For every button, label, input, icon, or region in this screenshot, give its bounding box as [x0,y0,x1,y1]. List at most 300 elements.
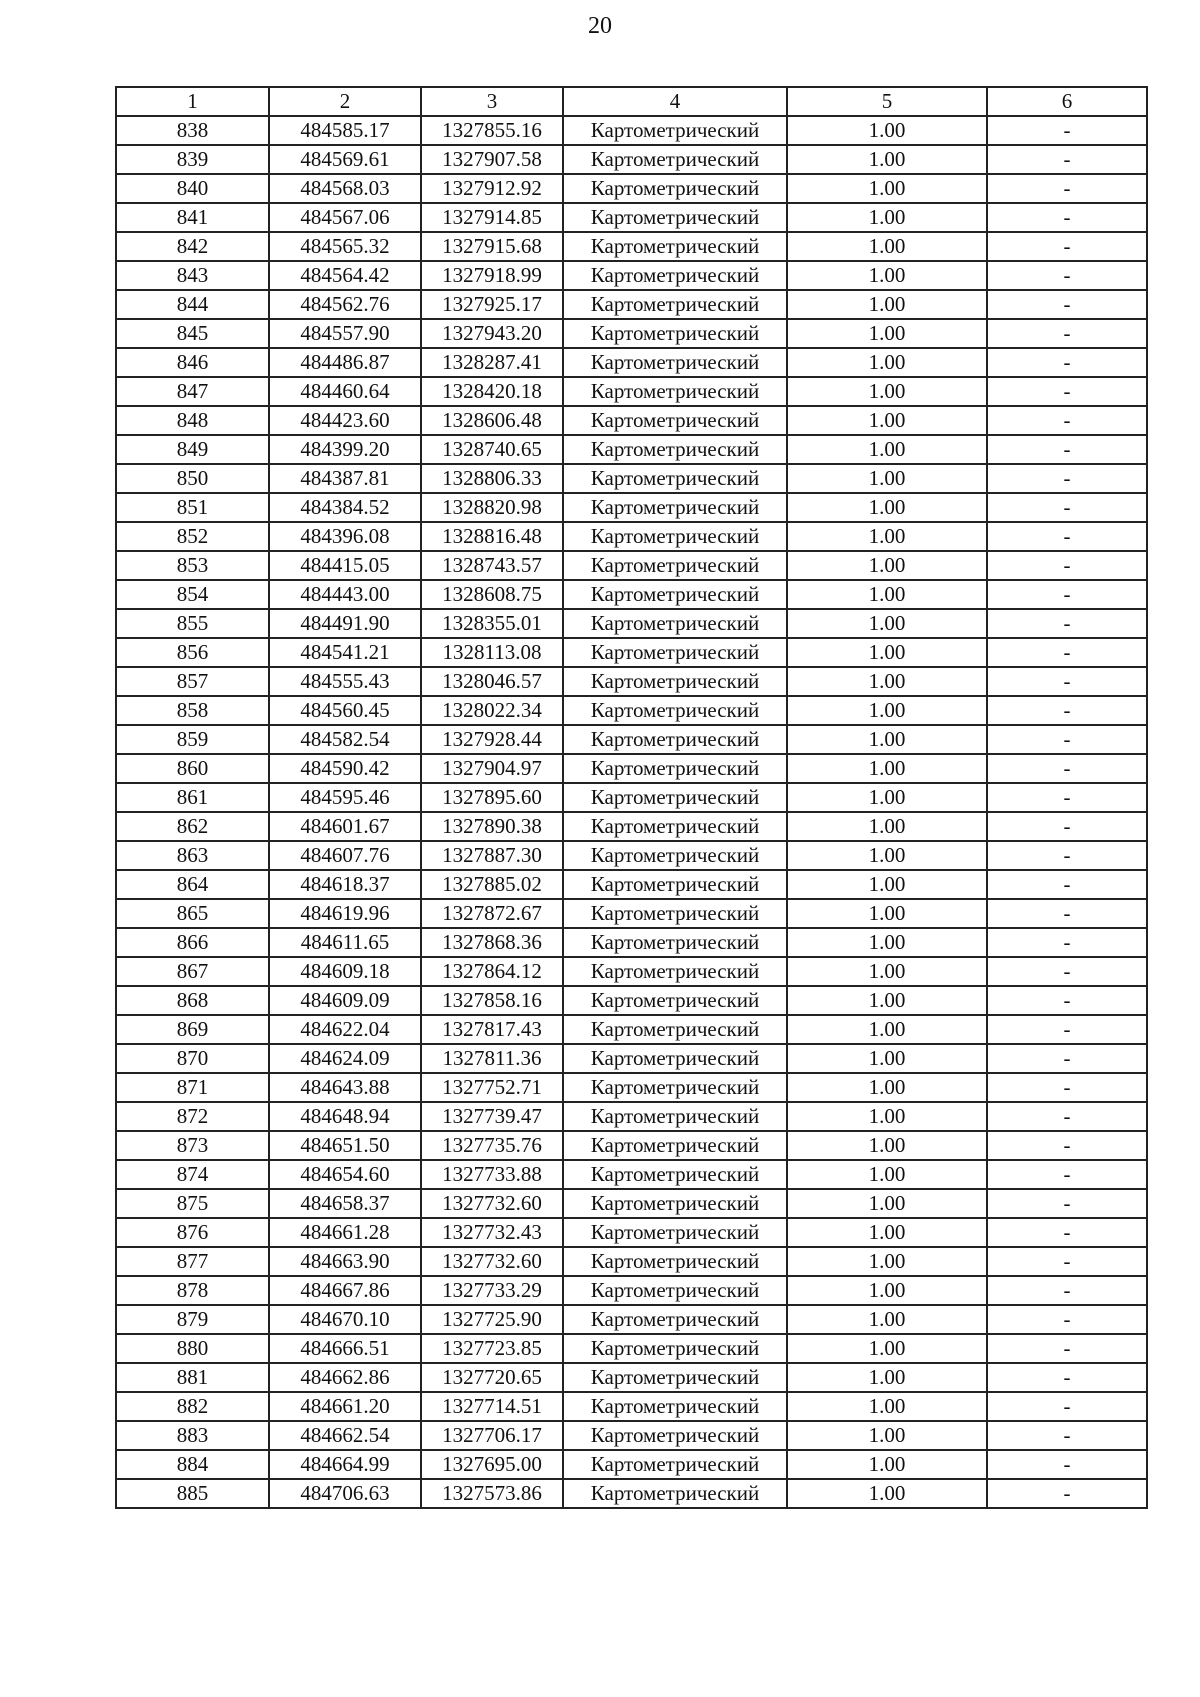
point-number-cell: 853 [116,551,269,580]
x-coordinate-cell: 484491.90 [269,609,421,638]
point-number-cell: 859 [116,725,269,754]
accuracy-cell: 1.00 [787,1450,987,1479]
table-row [116,783,1147,812]
table-row [116,899,1147,928]
method-cell: Картометрический [563,580,787,609]
note-cell: - [987,145,1147,174]
method-cell: Картометрический [563,928,787,957]
x-coordinate-cell: 484664.99 [269,1450,421,1479]
method-cell: Картометрический [563,145,787,174]
x-coordinate-cell: 484590.42 [269,754,421,783]
x-coordinate-cell: 484568.03 [269,174,421,203]
x-coordinate-cell: 484666.51 [269,1334,421,1363]
y-coordinate-cell: 1327714.51 [421,1392,563,1421]
x-coordinate-cell: 484562.76 [269,290,421,319]
note-cell: - [987,1276,1147,1305]
table-row [116,203,1147,232]
method-cell: Картометрический [563,348,787,377]
point-number-cell: 884 [116,1450,269,1479]
note-cell: - [987,1073,1147,1102]
table-row [116,928,1147,957]
method-cell: Картометрический [563,232,787,261]
y-coordinate-cell: 1327907.58 [421,145,563,174]
accuracy-cell: 1.00 [787,928,987,957]
table-row [116,406,1147,435]
table-row [116,145,1147,174]
note-cell: - [987,1305,1147,1334]
table-row [116,1044,1147,1073]
note-cell: - [987,203,1147,232]
method-cell: Картометрический [563,203,787,232]
note-cell: - [987,870,1147,899]
method-cell: Картометрический [563,551,787,580]
table-row [116,1450,1147,1479]
table-row [116,1015,1147,1044]
y-coordinate-cell: 1327872.67 [421,899,563,928]
point-number-cell: 878 [116,1276,269,1305]
y-coordinate-cell: 1327918.99 [421,261,563,290]
table-row [116,1334,1147,1363]
accuracy-cell: 1.00 [787,580,987,609]
method-cell: Картометрический [563,609,787,638]
y-coordinate-cell: 1327864.12 [421,957,563,986]
y-coordinate-cell: 1328820.98 [421,493,563,522]
accuracy-cell: 1.00 [787,1247,987,1276]
table-row [116,1247,1147,1276]
method-cell: Картометрический [563,1450,787,1479]
y-coordinate-cell: 1328420.18 [421,377,563,406]
note-cell: - [987,348,1147,377]
y-coordinate-cell: 1327904.97 [421,754,563,783]
y-coordinate-cell: 1327858.16 [421,986,563,1015]
note-cell: - [987,232,1147,261]
accuracy-cell: 1.00 [787,1015,987,1044]
method-cell: Картометрический [563,696,787,725]
table-row [116,290,1147,319]
method-cell: Картометрический [563,1073,787,1102]
accuracy-cell: 1.00 [787,1276,987,1305]
y-coordinate-cell: 1327887.30 [421,841,563,870]
method-cell: Картометрический [563,435,787,464]
y-coordinate-cell: 1327925.17 [421,290,563,319]
accuracy-cell: 1.00 [787,1479,987,1508]
note-cell: - [987,493,1147,522]
accuracy-cell: 1.00 [787,1363,987,1392]
table-row [116,1189,1147,1218]
accuracy-cell: 1.00 [787,377,987,406]
accuracy-cell: 1.00 [787,551,987,580]
point-number-cell: 838 [116,116,269,145]
x-coordinate-cell: 484387.81 [269,464,421,493]
point-number-cell: 867 [116,957,269,986]
y-coordinate-cell: 1327912.92 [421,174,563,203]
method-cell: Картометрический [563,1189,787,1218]
method-cell: Картометрический [563,464,787,493]
accuracy-cell: 1.00 [787,1131,987,1160]
accuracy-cell: 1.00 [787,1102,987,1131]
y-coordinate-cell: 1327706.17 [421,1421,563,1450]
coordinates-table [115,86,1148,1509]
y-coordinate-cell: 1327752.71 [421,1073,563,1102]
y-coordinate-cell: 1327868.36 [421,928,563,957]
x-coordinate-cell: 484618.37 [269,870,421,899]
accuracy-cell: 1.00 [787,174,987,203]
point-number-cell: 875 [116,1189,269,1218]
point-number-cell: 863 [116,841,269,870]
point-number-cell: 868 [116,986,269,1015]
table-row [116,986,1147,1015]
x-coordinate-cell: 484564.42 [269,261,421,290]
method-cell: Картометрический [563,116,787,145]
accuracy-cell: 1.00 [787,754,987,783]
point-number-cell: 883 [116,1421,269,1450]
column-header: 5 [787,87,987,116]
y-coordinate-cell: 1328355.01 [421,609,563,638]
point-number-cell: 881 [116,1363,269,1392]
note-cell: - [987,667,1147,696]
x-coordinate-cell: 484443.00 [269,580,421,609]
table-row [116,493,1147,522]
accuracy-cell: 1.00 [787,406,987,435]
method-cell: Картометрический [563,406,787,435]
x-coordinate-cell: 484565.32 [269,232,421,261]
point-number-cell: 841 [116,203,269,232]
accuracy-cell: 1.00 [787,1218,987,1247]
point-number-cell: 873 [116,1131,269,1160]
note-cell: - [987,116,1147,145]
point-number-cell: 846 [116,348,269,377]
accuracy-cell: 1.00 [787,1160,987,1189]
accuracy-cell: 1.00 [787,870,987,899]
x-coordinate-cell: 484619.96 [269,899,421,928]
point-number-cell: 855 [116,609,269,638]
x-coordinate-cell: 484557.90 [269,319,421,348]
point-number-cell: 858 [116,696,269,725]
method-cell: Картометрический [563,638,787,667]
note-cell: - [987,377,1147,406]
note-cell: - [987,1218,1147,1247]
point-number-cell: 852 [116,522,269,551]
accuracy-cell: 1.00 [787,522,987,551]
y-coordinate-cell: 1327855.16 [421,116,563,145]
x-coordinate-cell: 484609.09 [269,986,421,1015]
note-cell: - [987,1189,1147,1218]
table-row [116,1421,1147,1450]
y-coordinate-cell: 1328740.65 [421,435,563,464]
accuracy-cell: 1.00 [787,435,987,464]
note-cell: - [987,1160,1147,1189]
point-number-cell: 860 [116,754,269,783]
method-cell: Картометрический [563,1218,787,1247]
table-row [116,348,1147,377]
table-row [116,319,1147,348]
y-coordinate-cell: 1327573.86 [421,1479,563,1508]
point-number-cell: 872 [116,1102,269,1131]
method-cell: Картометрический [563,1102,787,1131]
table-row [116,464,1147,493]
x-coordinate-cell: 484670.10 [269,1305,421,1334]
page-number: 20 [588,13,612,39]
method-cell: Картометрический [563,957,787,986]
method-cell: Картометрический [563,754,787,783]
method-cell: Картометрический [563,522,787,551]
point-number-cell: 847 [116,377,269,406]
method-cell: Картометрический [563,1334,787,1363]
note-cell: - [987,986,1147,1015]
note-cell: - [987,696,1147,725]
y-coordinate-cell: 1327723.85 [421,1334,563,1363]
note-cell: - [987,435,1147,464]
accuracy-cell: 1.00 [787,1073,987,1102]
y-coordinate-cell: 1328606.48 [421,406,563,435]
note-cell: - [987,1102,1147,1131]
point-number-cell: 876 [116,1218,269,1247]
y-coordinate-cell: 1327733.29 [421,1276,563,1305]
method-cell: Картометрический [563,1421,787,1450]
column-header: 1 [116,87,269,116]
accuracy-cell: 1.00 [787,1305,987,1334]
table-row [116,1102,1147,1131]
column-header: 4 [563,87,787,116]
y-coordinate-cell: 1327695.00 [421,1450,563,1479]
y-coordinate-cell: 1327885.02 [421,870,563,899]
table-header-row [116,87,1147,116]
point-number-cell: 851 [116,493,269,522]
y-coordinate-cell: 1328816.48 [421,522,563,551]
method-cell: Картометрический [563,1392,787,1421]
point-number-cell: 840 [116,174,269,203]
point-number-cell: 856 [116,638,269,667]
table-row [116,1392,1147,1421]
note-cell: - [987,1392,1147,1421]
method-cell: Картометрический [563,290,787,319]
table-row [116,232,1147,261]
point-number-cell: 839 [116,145,269,174]
y-coordinate-cell: 1327732.43 [421,1218,563,1247]
note-cell: - [987,580,1147,609]
note-cell: - [987,841,1147,870]
table-row [116,754,1147,783]
table-row [116,1131,1147,1160]
x-coordinate-cell: 484384.52 [269,493,421,522]
point-number-cell: 843 [116,261,269,290]
point-number-cell: 877 [116,1247,269,1276]
x-coordinate-cell: 484662.86 [269,1363,421,1392]
point-number-cell: 848 [116,406,269,435]
method-cell: Картометрический [563,1160,787,1189]
note-cell: - [987,957,1147,986]
table-row [116,1479,1147,1508]
table-row [116,174,1147,203]
table-row [116,841,1147,870]
method-cell: Картометрический [563,1305,787,1334]
table-row [116,696,1147,725]
accuracy-cell: 1.00 [787,464,987,493]
y-coordinate-cell: 1328743.57 [421,551,563,580]
table-row [116,435,1147,464]
y-coordinate-cell: 1327817.43 [421,1015,563,1044]
accuracy-cell: 1.00 [787,348,987,377]
y-coordinate-cell: 1327725.90 [421,1305,563,1334]
x-coordinate-cell: 484585.17 [269,116,421,145]
x-coordinate-cell: 484423.60 [269,406,421,435]
y-coordinate-cell: 1328022.34 [421,696,563,725]
point-number-cell: 871 [116,1073,269,1102]
x-coordinate-cell: 484415.05 [269,551,421,580]
point-number-cell: 849 [116,435,269,464]
method-cell: Картометрический [563,493,787,522]
column-header: 3 [421,87,563,116]
method-cell: Картометрический [563,812,787,841]
note-cell: - [987,551,1147,580]
accuracy-cell: 1.00 [787,1392,987,1421]
method-cell: Картометрический [563,1044,787,1073]
table-row [116,609,1147,638]
note-cell: - [987,1479,1147,1508]
table-row [116,551,1147,580]
point-number-cell: 844 [116,290,269,319]
x-coordinate-cell: 484569.61 [269,145,421,174]
note-cell: - [987,609,1147,638]
note-cell: - [987,290,1147,319]
x-coordinate-cell: 484651.50 [269,1131,421,1160]
column-header: 2 [269,87,421,116]
note-cell: - [987,928,1147,957]
accuracy-cell: 1.00 [787,493,987,522]
y-coordinate-cell: 1327732.60 [421,1189,563,1218]
note-cell: - [987,522,1147,551]
point-number-cell: 866 [116,928,269,957]
point-number-cell: 879 [116,1305,269,1334]
table-row [116,1073,1147,1102]
table-row [116,1218,1147,1247]
column-header: 6 [987,87,1147,116]
table-row [116,377,1147,406]
x-coordinate-cell: 484622.04 [269,1015,421,1044]
y-coordinate-cell: 1327735.76 [421,1131,563,1160]
y-coordinate-cell: 1328287.41 [421,348,563,377]
accuracy-cell: 1.00 [787,261,987,290]
accuracy-cell: 1.00 [787,290,987,319]
note-cell: - [987,1363,1147,1392]
table-body [116,116,1147,1508]
point-number-cell: 864 [116,870,269,899]
note-cell: - [987,899,1147,928]
table-row [116,522,1147,551]
x-coordinate-cell: 484609.18 [269,957,421,986]
x-coordinate-cell: 484663.90 [269,1247,421,1276]
method-cell: Картометрический [563,725,787,754]
accuracy-cell: 1.00 [787,725,987,754]
point-number-cell: 854 [116,580,269,609]
y-coordinate-cell: 1327895.60 [421,783,563,812]
note-cell: - [987,1421,1147,1450]
x-coordinate-cell: 484611.65 [269,928,421,957]
x-coordinate-cell: 484396.08 [269,522,421,551]
note-cell: - [987,261,1147,290]
method-cell: Картометрический [563,1479,787,1508]
method-cell: Картометрический [563,1247,787,1276]
y-coordinate-cell: 1328806.33 [421,464,563,493]
x-coordinate-cell: 484560.45 [269,696,421,725]
method-cell: Картометрический [563,667,787,696]
x-coordinate-cell: 484667.86 [269,1276,421,1305]
x-coordinate-cell: 484662.54 [269,1421,421,1450]
x-coordinate-cell: 484555.43 [269,667,421,696]
note-cell: - [987,1131,1147,1160]
method-cell: Картометрический [563,1276,787,1305]
point-number-cell: 874 [116,1160,269,1189]
note-cell: - [987,812,1147,841]
note-cell: - [987,638,1147,667]
table-row [116,580,1147,609]
accuracy-cell: 1.00 [787,841,987,870]
accuracy-cell: 1.00 [787,696,987,725]
method-cell: Картометрический [563,319,787,348]
x-coordinate-cell: 484582.54 [269,725,421,754]
accuracy-cell: 1.00 [787,232,987,261]
method-cell: Картометрический [563,986,787,1015]
point-number-cell: 857 [116,667,269,696]
note-cell: - [987,319,1147,348]
accuracy-cell: 1.00 [787,145,987,174]
y-coordinate-cell: 1327739.47 [421,1102,563,1131]
accuracy-cell: 1.00 [787,957,987,986]
table-row [116,261,1147,290]
point-number-cell: 850 [116,464,269,493]
accuracy-cell: 1.00 [787,812,987,841]
accuracy-cell: 1.00 [787,1189,987,1218]
y-coordinate-cell: 1327890.38 [421,812,563,841]
x-coordinate-cell: 484607.76 [269,841,421,870]
method-cell: Картометрический [563,1363,787,1392]
x-coordinate-cell: 484399.20 [269,435,421,464]
accuracy-cell: 1.00 [787,203,987,232]
table-row [116,1276,1147,1305]
x-coordinate-cell: 484654.60 [269,1160,421,1189]
x-coordinate-cell: 484624.09 [269,1044,421,1073]
table-row [116,957,1147,986]
table-row [116,1160,1147,1189]
x-coordinate-cell: 484658.37 [269,1189,421,1218]
x-coordinate-cell: 484460.64 [269,377,421,406]
y-coordinate-cell: 1327811.36 [421,1044,563,1073]
point-number-cell: 880 [116,1334,269,1363]
point-number-cell: 885 [116,1479,269,1508]
note-cell: - [987,406,1147,435]
accuracy-cell: 1.00 [787,116,987,145]
table-row [116,870,1147,899]
accuracy-cell: 1.00 [787,1421,987,1450]
table-row [116,812,1147,841]
y-coordinate-cell: 1327943.20 [421,319,563,348]
accuracy-cell: 1.00 [787,667,987,696]
y-coordinate-cell: 1327928.44 [421,725,563,754]
table-row [116,1363,1147,1392]
method-cell: Картометрический [563,1015,787,1044]
x-coordinate-cell: 484661.20 [269,1392,421,1421]
method-cell: Картометрический [563,377,787,406]
x-coordinate-cell: 484595.46 [269,783,421,812]
accuracy-cell: 1.00 [787,1334,987,1363]
x-coordinate-cell: 484486.87 [269,348,421,377]
note-cell: - [987,1015,1147,1044]
method-cell: Картометрический [563,899,787,928]
x-coordinate-cell: 484706.63 [269,1479,421,1508]
method-cell: Картометрический [563,174,787,203]
note-cell: - [987,725,1147,754]
x-coordinate-cell: 484661.28 [269,1218,421,1247]
